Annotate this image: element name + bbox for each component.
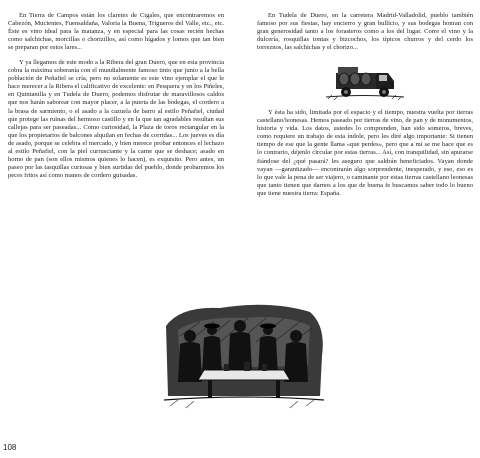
tavern-scene-illustration bbox=[160, 296, 328, 414]
right-text-column bbox=[257, 12, 473, 198]
wine-truck-illustration bbox=[322, 59, 408, 103]
paragraph: En Tudela de Duero, en la carretera Madrid-Valladolid, pueblo también famoso por sus fiestas, hay encierro y gran bullicio, y sus bodegas honran con gran generosidad tanto a los forasteros como a los del lugar. Corre el vino y la dulcería, rosquillas tontas y bizcochos, los típicos churros y del cerdo los torreznos, las salchichas y el chorizo... bbox=[257, 12, 473, 52]
page-number: 108 bbox=[3, 443, 17, 452]
paragraph: Y ésta ha sido, limitada por el espacio y el tiempo, nuestra vuelta por tierras castellano/leonesas. Hemos paseado por tierras de vino, de pan y de monumentos, historia y vida. Los datos, ustedes lo comprenden, han sido someros, breves, como requiere un trabajo de esta índole, pero les diré algo importante: Si tienen tiempo de ese que la gente llama «que perdes», pero que a mí se me hace que es lo contrario, déjenlo circular por estas tierras... Así, con tranquilidad, sin apurarse fiándose del ¿qué pasará? les aseguro que saldrán beneficiados. Vayan donde vayan —garantizado— encontrarán algo sorprendente, inesperado, y eso, eso es lo que vale la pena de ser viajero, o caminante por estas tierras castellano leonesas que tanto tienen que darnos a los que de buena fe buscamos saber todo lo bueno que tiene nuestra tierra: España. bbox=[257, 109, 473, 197]
left-text-column bbox=[8, 12, 224, 180]
paragraph: En Tierra de Campos están los claretes de Cigales, que encontraremos en Cabezón, Mucientes, Fuensaldaña, Valoria la Buena, Trigueros del Valle, etc., etc. Éste es vino ideal para la matanza, y en especial para las cosas recién hechas como salchichas, morcillas o chorizillos, así como hígados y lomos que tan bien se preparan por estos lares... bbox=[8, 12, 224, 52]
paragraph: Y ya llegamos de este modo a la Ribera del gran Duero, que en esta provincia cobra la máxima soberanía con el mundialmente famoso tinto que junto a la bella población de Peñafiel se cría, pero no solamente es este vino ejemplar el que le hace merecer a la Ribera el calificativo de excelente: en Pesquera y en los Piñeles, en Quintanilla y en Tudela de Duero, podemos disfrutar de maravillosos caldos que nos harán saborear con mayor placer, a la puerta de las bodegas, el cordero a la brasa de sarmiento, o el asado a la cazuela de barro al estilo Peñafiel, ciudad que protege las ruinas del hermoso castillo y en la que tan agradables resultan sus callejas para ser paseadas... Como curiosidad, la Plaza de toros rectangular en la que los propietarios de balcones alquilan en fechas de corridas... Los jueves es día de asado, porque se celebra el mercado, y bien merece probar entonces el lechazo al estilo Peñafiel, con la piel currusciante y la carne que se deshace; asado en horno de pan (son ellos mismos quienes lo hacen), es exquisito. Pero antes, un paseo por las tasquillas curiosas y bien surtidas del pueblo, donde probaremos los peces fritos así como manos de cordero guisadas. bbox=[8, 59, 224, 179]
